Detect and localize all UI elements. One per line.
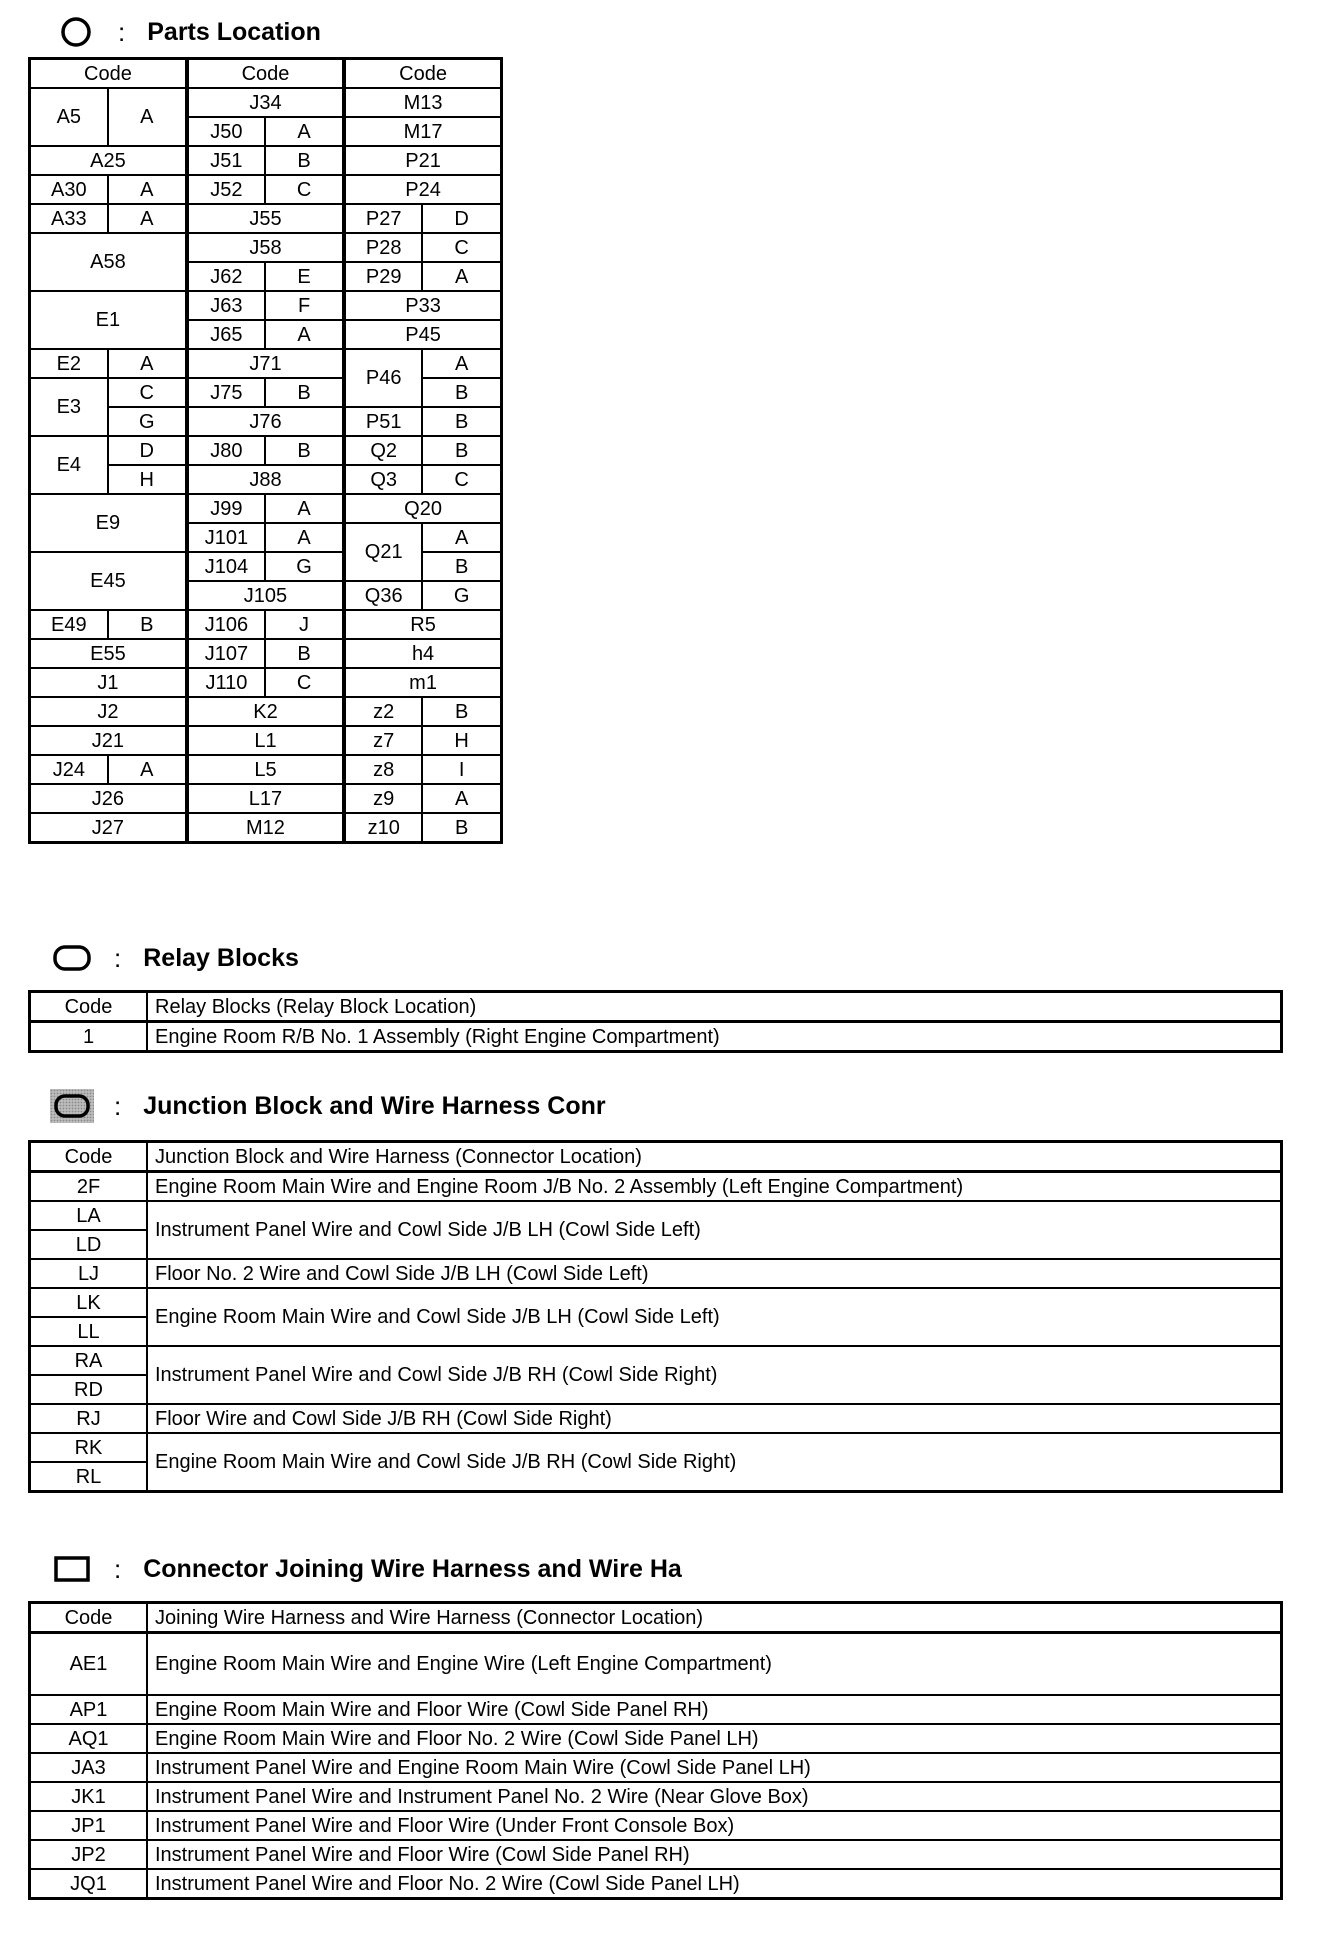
table-cell: P21 <box>344 146 501 175</box>
description-cell: Instrument Panel Wire and Floor Wire (Cowl Side Panel RH) <box>147 1840 1282 1869</box>
description-cell: Instrument Panel Wire and Engine Room Main Wire (Cowl Side Panel LH) <box>147 1753 1282 1782</box>
table-row <box>30 1404 1282 1433</box>
table-row <box>30 1724 1282 1753</box>
table-row <box>30 726 502 755</box>
shaded-rounded-rect-icon <box>50 1089 94 1123</box>
table-cell: E45 <box>30 552 187 610</box>
code-cell: JA3 <box>30 1753 148 1782</box>
table-cell: J55 <box>187 204 344 233</box>
table-row <box>30 813 502 843</box>
description-cell: Instrument Panel Wire and Cowl Side J/B RH (Cowl Side Right) <box>147 1346 1282 1404</box>
table-cell: J106 <box>187 610 265 639</box>
table-cell: A30 <box>30 175 108 204</box>
table-cell: A <box>422 784 501 813</box>
table-cell: J65 <box>187 320 265 349</box>
table-cell: J71 <box>187 349 344 378</box>
table-row <box>30 1811 1282 1840</box>
table-cell: Q36 <box>344 581 422 610</box>
table-cell: E1 <box>30 291 187 349</box>
column-header: Joining Wire Harness and Wire Harness (Connector Location) <box>147 1603 1282 1633</box>
table-cell: z10 <box>344 813 422 843</box>
relay-blocks-table <box>28 990 1283 1053</box>
table-row <box>30 1633 1282 1696</box>
table-cell: A <box>422 349 501 378</box>
rounded-rect-icon <box>50 941 94 975</box>
code-cell: JQ1 <box>30 1869 148 1899</box>
table-cell: B <box>265 146 344 175</box>
colon: : <box>118 16 126 47</box>
table-cell: G <box>108 407 187 436</box>
table-cell: A <box>108 755 187 784</box>
table-cell: D <box>108 436 187 465</box>
table-cell: J104 <box>187 552 265 581</box>
table-cell: J107 <box>187 639 265 668</box>
table-cell: P46 <box>344 349 422 407</box>
column-header: Code <box>30 1603 148 1633</box>
table-cell: J26 <box>30 784 187 813</box>
table-cell: B <box>422 697 501 726</box>
table-cell: B <box>265 639 344 668</box>
table-cell: J76 <box>187 407 344 436</box>
table-row <box>30 697 502 726</box>
description-cell: Engine Room R/B No. 1 Assembly (Right Engine Compartment) <box>147 1022 1282 1052</box>
table-cell: E55 <box>30 639 187 668</box>
section-title: Parts Location <box>147 17 321 46</box>
table-cell: J88 <box>187 465 344 494</box>
code-cell: JP2 <box>30 1840 148 1869</box>
table-cell: H <box>108 465 187 494</box>
table-header-row <box>30 1142 1282 1172</box>
section-title: Junction Block and Wire Harness Conr <box>143 1091 606 1120</box>
table-cell: J63 <box>187 291 265 320</box>
code-cell: RL <box>30 1462 148 1492</box>
table-cell: K2 <box>187 697 344 726</box>
code-cell: RD <box>30 1375 148 1404</box>
table-cell: P45 <box>344 320 501 349</box>
table-header-row <box>30 1603 1282 1633</box>
table-cell: B <box>422 407 501 436</box>
rectangle-icon <box>50 1552 94 1586</box>
code-cell: JK1 <box>30 1782 148 1811</box>
table-row <box>30 1288 1282 1317</box>
table-cell: H <box>422 726 501 755</box>
table-row <box>30 610 502 639</box>
table-cell: z2 <box>344 697 422 726</box>
column-header: Code <box>30 1142 148 1172</box>
code-cell: LA <box>30 1201 148 1230</box>
description-cell: Instrument Panel Wire and Instrument Panel No. 2 Wire (Near Glove Box) <box>147 1782 1282 1811</box>
table-cell: E <box>265 262 344 291</box>
connectors-header <box>50 1546 682 1592</box>
table-cell: J99 <box>187 494 265 523</box>
table-cell: J21 <box>30 726 187 755</box>
table-cell: E3 <box>30 378 108 436</box>
table-row <box>30 378 502 407</box>
column-header: Relay Blocks (Relay Block Location) <box>147 992 1282 1022</box>
code-cell: RK <box>30 1433 148 1462</box>
table-row <box>30 1346 1282 1375</box>
table-cell: E9 <box>30 494 187 552</box>
table-cell: J50 <box>187 117 265 146</box>
colon: : <box>114 1553 122 1584</box>
table-cell: h4 <box>344 639 501 668</box>
table-cell: J <box>265 610 344 639</box>
table-cell: P27 <box>344 204 422 233</box>
table-cell: F <box>265 291 344 320</box>
table-cell: A5 <box>30 88 108 146</box>
table-cell: P33 <box>344 291 501 320</box>
code-cell: LL <box>30 1317 148 1346</box>
colon: : <box>114 1090 122 1121</box>
table-cell: Q2 <box>344 436 422 465</box>
table-cell: z9 <box>344 784 422 813</box>
table-cell: C <box>108 378 187 407</box>
table-row <box>30 552 502 581</box>
table-cell: P29 <box>344 262 422 291</box>
column-header: Junction Block and Wire Harness (Connector Location) <box>147 1142 1282 1172</box>
table-cell: A <box>265 117 344 146</box>
table-cell: Q21 <box>344 523 422 581</box>
description-cell: Floor Wire and Cowl Side J/B RH (Cowl Side Right) <box>147 1404 1282 1433</box>
table-cell: G <box>265 552 344 581</box>
table-row <box>30 233 502 262</box>
table-cell: m1 <box>344 668 501 697</box>
code-cell: 1 <box>30 1022 148 1052</box>
table-cell: Q3 <box>344 465 422 494</box>
table-row <box>30 1201 1282 1230</box>
table-cell: C <box>265 668 344 697</box>
table-cell: J52 <box>187 175 265 204</box>
table-cell: L5 <box>187 755 344 784</box>
description-cell: Engine Room Main Wire and Cowl Side J/B LH (Cowl Side Left) <box>147 1288 1282 1346</box>
junction-blocks-header <box>50 1083 606 1129</box>
table-row <box>30 146 502 175</box>
table-cell: C <box>265 175 344 204</box>
table-row <box>30 1753 1282 1782</box>
code-cell: LJ <box>30 1259 148 1288</box>
table-cell: J58 <box>187 233 344 262</box>
table-cell: A25 <box>30 146 187 175</box>
table-cell: J34 <box>187 88 344 117</box>
table-row <box>30 1840 1282 1869</box>
circle-icon <box>54 15 98 49</box>
description-cell: Engine Room Main Wire and Engine Room J/B No. 2 Assembly (Left Engine Compartment) <box>147 1172 1282 1202</box>
table-cell: G <box>422 581 501 610</box>
table-cell: A <box>422 262 501 291</box>
table-cell: A58 <box>30 233 187 291</box>
code-cell: LD <box>30 1230 148 1259</box>
table-cell: z8 <box>344 755 422 784</box>
table-cell: C <box>422 233 501 262</box>
table-cell: L17 <box>187 784 344 813</box>
table-cell: z7 <box>344 726 422 755</box>
table-cell: E49 <box>30 610 108 639</box>
table-cell: L1 <box>187 726 344 755</box>
table-row <box>30 349 502 378</box>
table-cell: A <box>108 204 187 233</box>
table-cell: A33 <box>30 204 108 233</box>
table-cell: B <box>265 436 344 465</box>
description-cell: Instrument Panel Wire and Floor Wire (Under Front Console Box) <box>147 1811 1282 1840</box>
description-cell: Instrument Panel Wire and Cowl Side J/B LH (Cowl Side Left) <box>147 1201 1282 1259</box>
relay-blocks-header <box>50 935 299 981</box>
table-cell: B <box>265 378 344 407</box>
table-row <box>30 784 502 813</box>
column-header: Code <box>30 992 148 1022</box>
table-cell: P24 <box>344 175 501 204</box>
table-row <box>30 668 502 697</box>
table-cell: A <box>265 494 344 523</box>
table-cell: D <box>422 204 501 233</box>
table-cell: B <box>108 610 187 639</box>
table-cell: J1 <box>30 668 187 697</box>
parts-location-header <box>54 9 321 55</box>
description-cell: Engine Room Main Wire and Floor No. 2 Wire (Cowl Side Panel LH) <box>147 1724 1282 1753</box>
section-title: Relay Blocks <box>143 943 299 972</box>
table-cell: A <box>108 88 187 146</box>
code-cell: JP1 <box>30 1811 148 1840</box>
colon: : <box>114 942 122 973</box>
table-row <box>30 88 502 117</box>
table-row <box>30 1022 1282 1052</box>
table-row <box>30 291 502 320</box>
table-cell: B <box>422 552 501 581</box>
description-cell: Instrument Panel Wire and Floor No. 2 Wire (Cowl Side Panel LH) <box>147 1869 1282 1899</box>
table-cell: A <box>265 320 344 349</box>
table-header-row <box>30 59 502 89</box>
table-cell: A <box>108 349 187 378</box>
table-cell: J105 <box>187 581 344 610</box>
section-title: Connector Joining Wire Harness and Wire Ha <box>143 1554 682 1583</box>
table-cell: B <box>422 813 501 843</box>
table-cell: B <box>422 436 501 465</box>
description-cell: Engine Room Main Wire and Cowl Side J/B RH (Cowl Side Right) <box>147 1433 1282 1492</box>
table-cell: Q20 <box>344 494 501 523</box>
connectors-table <box>28 1601 1283 1900</box>
code-cell: RJ <box>30 1404 148 1433</box>
table-cell: B <box>422 378 501 407</box>
table-cell: A <box>422 523 501 552</box>
table-row <box>30 755 502 784</box>
description-cell: Floor No. 2 Wire and Cowl Side J/B LH (Cowl Side Left) <box>147 1259 1282 1288</box>
table-cell: E2 <box>30 349 108 378</box>
table-row <box>30 494 502 523</box>
description-cell: Engine Room Main Wire and Engine Wire (Left Engine Compartment) <box>147 1633 1282 1696</box>
parts-location-table <box>28 57 503 844</box>
table-cell: M12 <box>187 813 344 843</box>
table-cell: J51 <box>187 146 265 175</box>
table-cell: A <box>265 523 344 552</box>
table-cell: M13 <box>344 88 501 117</box>
table-cell: R5 <box>344 610 501 639</box>
table-row <box>30 175 502 204</box>
table-cell: J2 <box>30 697 187 726</box>
table-cell: J27 <box>30 813 187 843</box>
table-cell: J24 <box>30 755 108 784</box>
table-cell: M17 <box>344 117 501 146</box>
code-cell: RA <box>30 1346 148 1375</box>
junction-blocks-table <box>28 1140 1283 1493</box>
table-cell: I <box>422 755 501 784</box>
table-cell: J62 <box>187 262 265 291</box>
table-row <box>30 1782 1282 1811</box>
column-header: Code <box>187 59 344 89</box>
column-header: Code <box>344 59 501 89</box>
table-cell: A <box>108 175 187 204</box>
table-cell: P28 <box>344 233 422 262</box>
code-cell: AE1 <box>30 1633 148 1696</box>
table-cell: P51 <box>344 407 422 436</box>
table-row <box>30 1259 1282 1288</box>
table-cell: J101 <box>187 523 265 552</box>
code-cell: AP1 <box>30 1695 148 1724</box>
table-cell: J110 <box>187 668 265 697</box>
table-cell: C <box>422 465 501 494</box>
table-cell: E4 <box>30 436 108 494</box>
column-header: Code <box>30 59 187 89</box>
table-cell: J75 <box>187 378 265 407</box>
code-cell: AQ1 <box>30 1724 148 1753</box>
table-cell: J80 <box>187 436 265 465</box>
code-cell: LK <box>30 1288 148 1317</box>
table-header-row <box>30 992 1282 1022</box>
table-row <box>30 436 502 465</box>
table-row <box>30 1433 1282 1462</box>
table-row <box>30 639 502 668</box>
table-row <box>30 204 502 233</box>
table-row <box>30 1172 1282 1202</box>
table-row <box>30 1869 1282 1899</box>
code-cell: 2F <box>30 1172 148 1202</box>
description-cell: Engine Room Main Wire and Floor Wire (Cowl Side Panel RH) <box>147 1695 1282 1724</box>
table-row <box>30 1695 1282 1724</box>
